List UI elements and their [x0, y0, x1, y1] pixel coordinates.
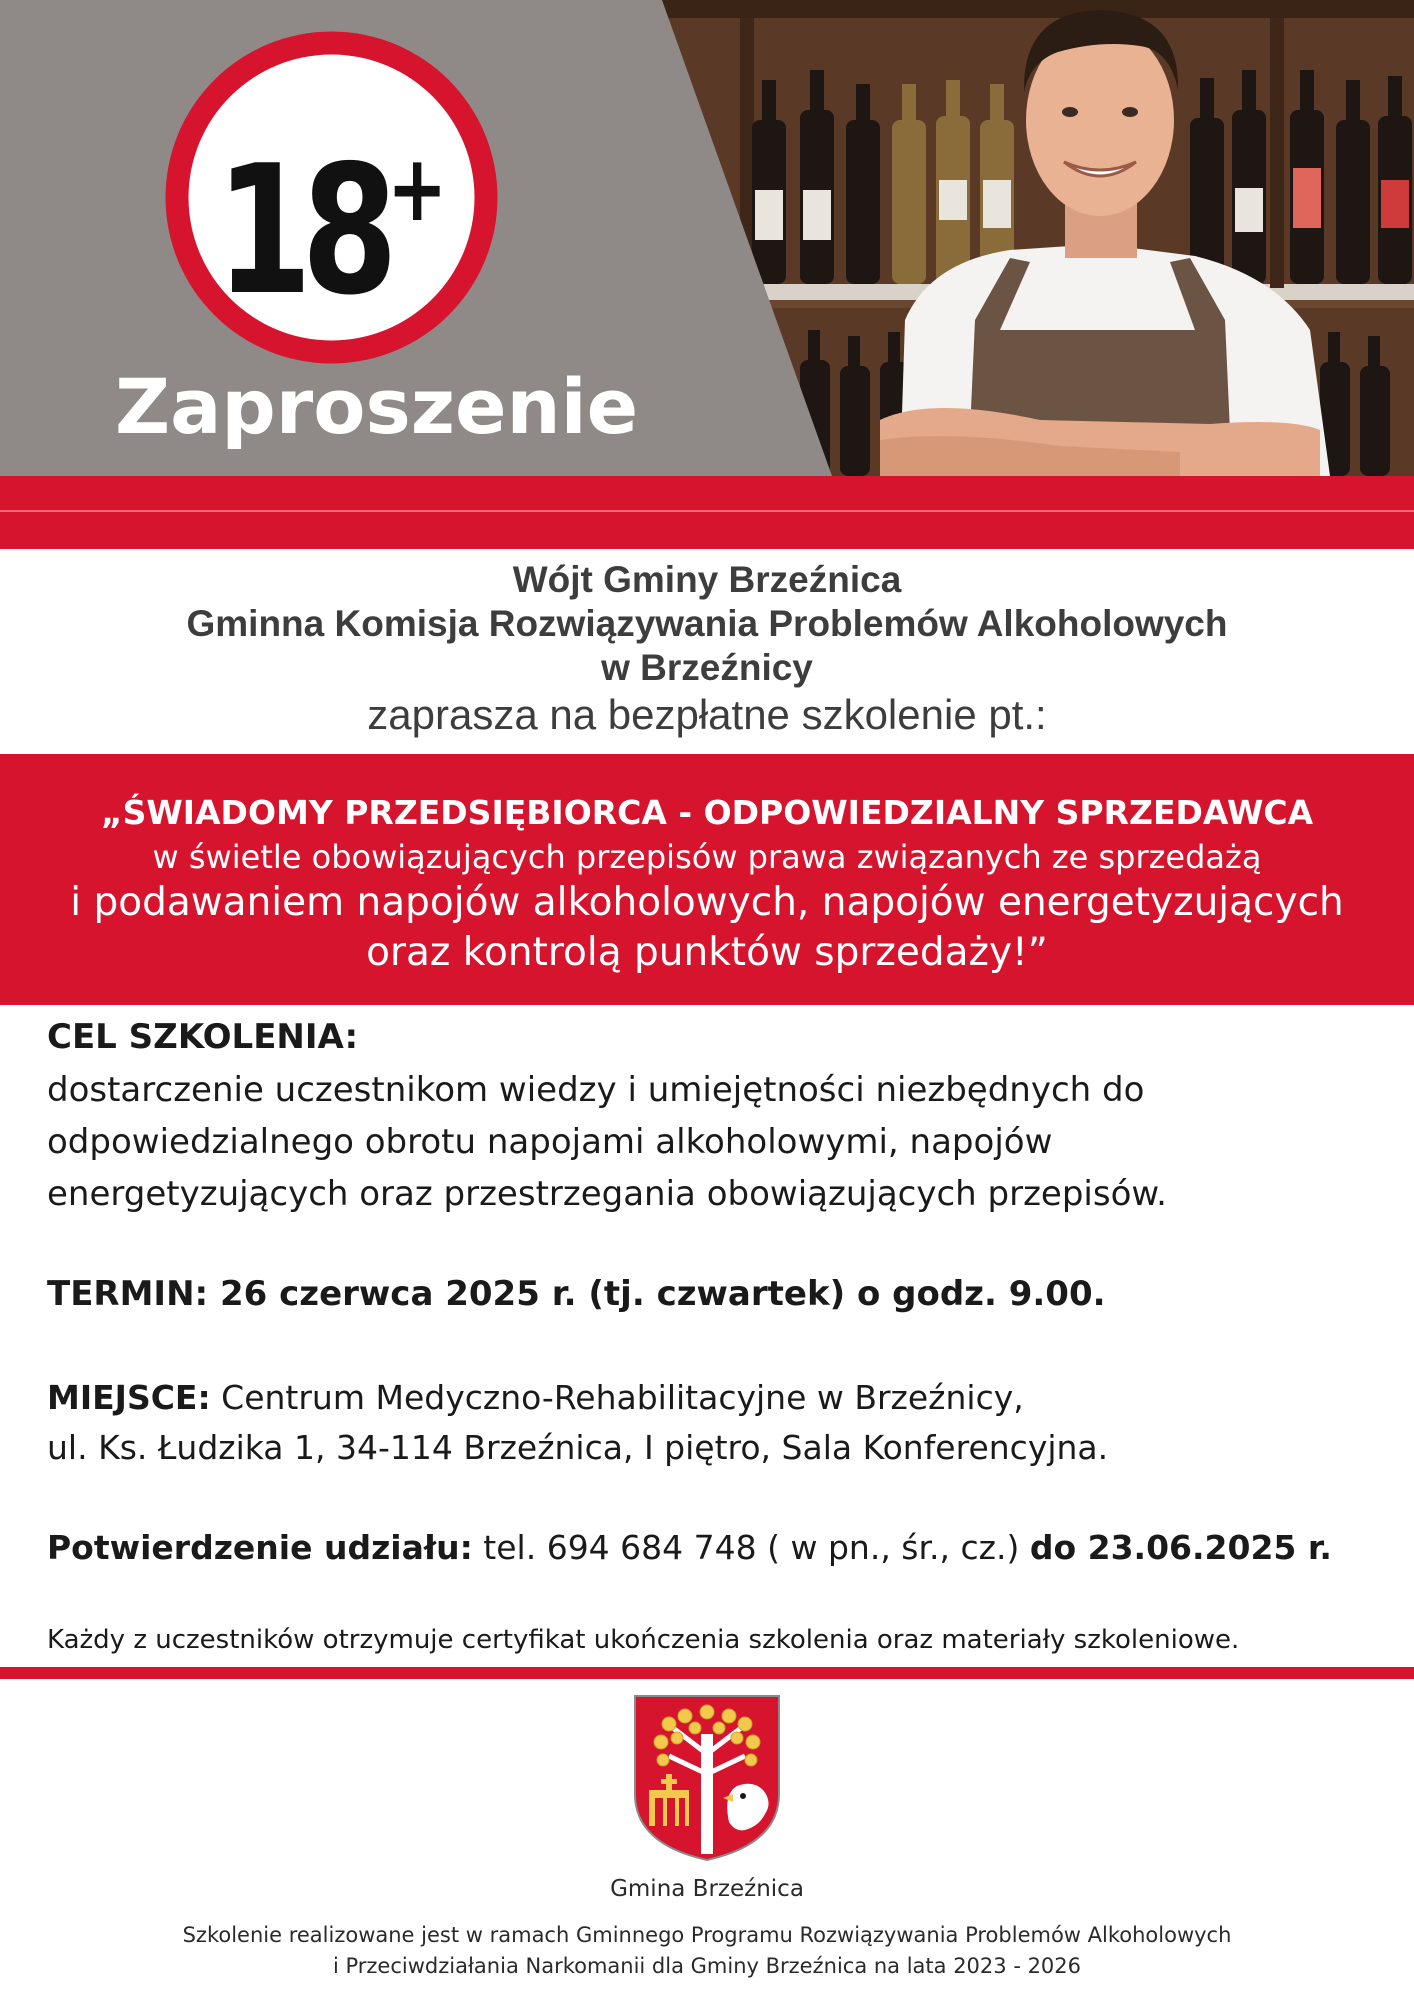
age-restriction-label: 18+ — [215, 127, 448, 334]
coat-of-arms-icon — [633, 1694, 781, 1862]
page-title: Zaproszenie — [115, 362, 639, 451]
goal-line-2: odpowiedzialnego obrotu napojami alkoholowymi, napojów — [47, 1122, 1053, 1162]
training-title-line-4: oraz kontrolą punktów sprzedaży!” — [366, 930, 1048, 975]
training-title-line-1: „ŚWIADOMY PRZEDSIĘBIORCA - ODPOWIEDZIALNY SPRZEDAWCA — [100, 793, 1314, 832]
program-note-line-1: Szkolenie realizowane jest w ramach Gminnego Programu Rozwiązywania Problemów Alkoholowych — [182, 1923, 1232, 1947]
organizer-line-2: Gminna Komisja Rozwiązywania Problemów Alkoholowych — [186, 603, 1228, 644]
confirmation-phone: tel. 694 684 748 ( w pn., śr., cz.) — [472, 1528, 1030, 1567]
goal-line-1: dostarczenie uczestnikom wiedzy i umiejętności niezbędnych do — [47, 1070, 1145, 1110]
confirmation-deadline: do 23.06.2025 r. — [1029, 1528, 1332, 1567]
confirmation-label: Potwierdzenie udziału: — [47, 1528, 473, 1567]
goal-heading: CEL SZKOLENIA: — [47, 1017, 359, 1057]
certificate-note: Każdy z uczestników otrzymuje certyfikat ukończenia szkolenia oraz materiały szkoleniowe. — [47, 1625, 1240, 1655]
red-divider-band — [0, 476, 1414, 549]
participation-confirmation — [47, 1526, 1332, 1570]
footer-red-rule — [0, 1667, 1414, 1679]
red-divider-line — [0, 510, 1414, 512]
training-title-line-3: i podawaniem napojów alkoholowych, napojów energetyzujących — [70, 880, 1344, 925]
training-place-line-2: ul. Ks. Łudzika 1, 34-114 Brzeźnica, I piętro, Sala Konferencyjna. — [47, 1428, 1109, 1467]
training-place-line-1 — [47, 1376, 1024, 1420]
organizer-line-3: w Brzeźnicy — [601, 647, 813, 688]
training-title-banner — [0, 754, 1414, 1005]
place-venue: Centrum Medyczno-Rehabilitacyjne w Brzeźnicy, — [210, 1378, 1024, 1417]
program-note-line-2: i Przeciwdziałania Narkomanii dla Gminy Brzeźnica na lata 2023 - 2026 — [332, 1954, 1082, 1978]
organizer-line-1: Wójt Gminy Brzeźnica — [512, 559, 902, 600]
invitation-text: zaprasza na bezpłatne szkolenie pt.: — [367, 691, 1047, 738]
coat-of-arms-caption: Gmina Brzeźnica — [610, 1876, 804, 1902]
place-label: MIEJSCE: — [47, 1378, 211, 1417]
training-title-line-2: w świetle obowiązujących przepisów prawa związanych ze sprzedażą — [152, 838, 1262, 876]
training-date: TERMIN: 26 czerwca 2025 r. (tj. czwartek) o godz. 9.00. — [47, 1274, 1106, 1314]
header-banner — [0, 0, 1414, 476]
goal-line-3: energetyzujących oraz przestrzegania obowiązujących przepisów. — [47, 1174, 1167, 1214]
